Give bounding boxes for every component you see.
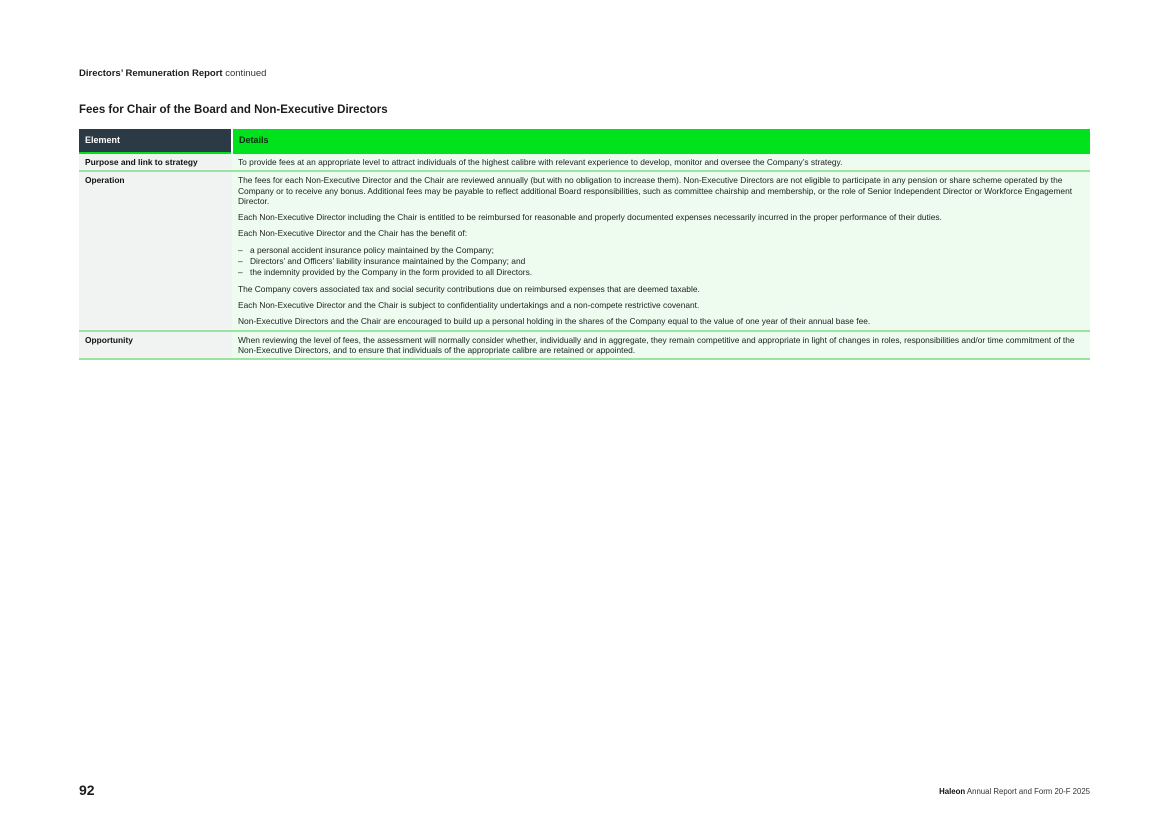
table-row-operation <box>79 171 1090 330</box>
column-header-details: Details <box>232 129 1090 153</box>
operation-paragraph-shareholding: Non-Executive Directors and the Chair are encouraged to build up a personal holding in the shares of the Company equal to the value of one year of their annual base fee. <box>238 316 871 327</box>
operation-paragraph-tax: The Company covers associated tax and social security contributions due on reimbursed expenses that are deemed taxable. <box>238 283 700 294</box>
dash-bullet: – <box>238 256 243 267</box>
element-cell-operation: Operation <box>79 171 232 330</box>
brand-name: Haleon <box>939 787 966 796</box>
operation-paragraph-expenses: Each Non-Executive Director including the Chair is entitled to be reimbursed for reasonable and properly documented expenses necessarily incurred in the proper performance of their duties. <box>238 212 942 223</box>
details-cell-opportunity: When reviewing the level of fees, the assessment will normally consider whether, individually and in aggregate, they remain competitive and appropriate in light of changes in roles, responsibilities and/or time commitment of the Non-Executive Directors, and to ensure that individuals of the appropriate calibre are retained or appointed. <box>232 331 1090 360</box>
list-item-text: a personal accident insurance policy maintained by the Company; <box>250 244 494 255</box>
dash-bullet: – <box>238 267 243 278</box>
element-cell-purpose: Purpose and link to strategy <box>79 153 232 171</box>
table-header-row <box>79 129 1090 153</box>
element-cell-opportunity: Opportunity <box>79 331 232 360</box>
details-cell-operation <box>232 171 1090 330</box>
operation-paragraph-confidentiality: Each Non-Executive Director and the Chair is subject to confidentiality undertakings and a non-compete restrictive covenant. <box>238 299 700 310</box>
list-item-text: Directors’ and Officers’ liability insurance maintained by the Company; and <box>250 256 526 267</box>
operation-paragraph-benefits-intro: Each Non-Executive Director and the Chair has the benefit of: <box>238 228 468 239</box>
operation-paragraph-fees-review: The fees for each Non-Executive Director and the Chair are reviewed annually (but with no obligation to increase them). Non-Executive Directors are not eligible to participate in any pension or share scheme operated by the Company or to receive any bonus. Additional fees may be payable to reflect additional Board responsibilities, such as committee chairship and membership, or the role of Senior Independent Director or Workforce Engagement Director. <box>238 175 1073 206</box>
page-number: 92 <box>79 782 95 798</box>
report-title: Annual Report and Form 20-F 2025 <box>966 787 1090 796</box>
table-row-purpose <box>79 153 1090 171</box>
table-row-opportunity <box>79 331 1090 360</box>
column-header-element: Element <box>79 129 232 153</box>
details-cell-purpose: To provide fees at an appropriate level to attract individuals of the highest calibre with relevant experience to develop, monitor and oversee the Company’s strategy. <box>232 153 1090 171</box>
list-item <box>238 256 1084 266</box>
dash-bullet: – <box>238 244 243 255</box>
list-item-text: the indemnity provided by the Company in the form provided to all Directors. <box>250 267 533 278</box>
fees-policy-table <box>79 129 1090 360</box>
continued-label: continued <box>225 68 267 79</box>
benefits-list <box>238 245 1084 278</box>
running-head <box>79 68 266 79</box>
list-item <box>238 267 1084 277</box>
report-section-name: Directors’ Remuneration Report <box>79 68 223 79</box>
list-item <box>238 245 1084 255</box>
section-title: Fees for Chair of the Board and Non-Executive Directors <box>79 104 388 116</box>
footer-report-title <box>939 787 1090 796</box>
